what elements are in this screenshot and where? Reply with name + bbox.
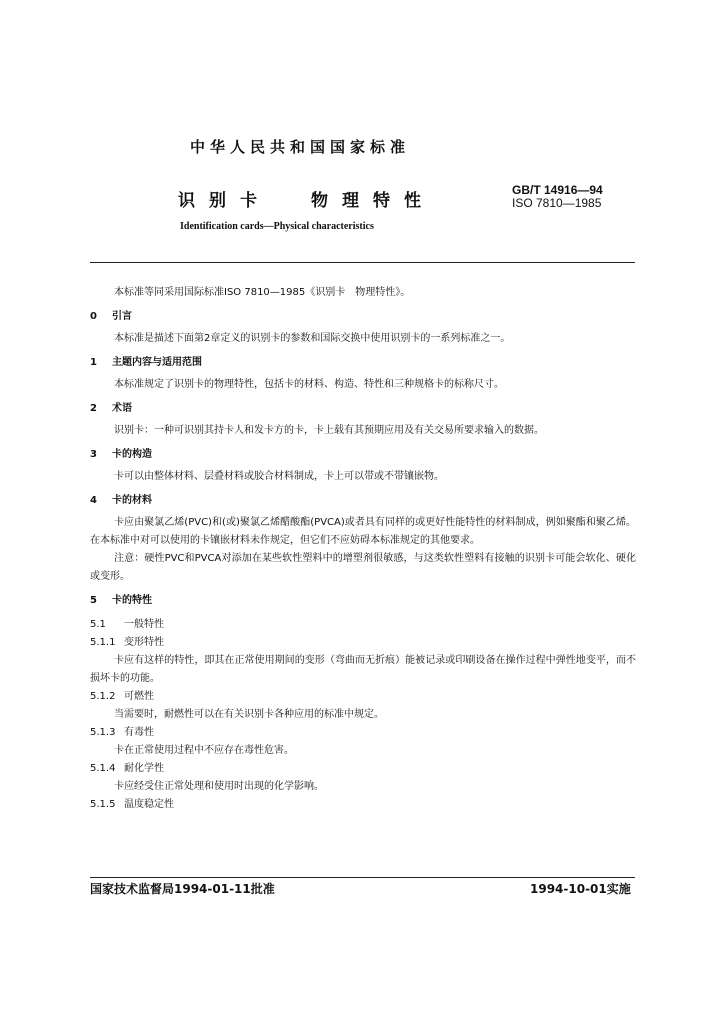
- subsection-5-1-1: 5.1.1 变形特性: [90, 637, 164, 648]
- approval-date: 国家技术监督局1994-01-11批准: [90, 882, 275, 896]
- implementation-date: 1994-10-01实施: [530, 882, 631, 896]
- section-heading-4: 4 卡的材料: [90, 495, 152, 506]
- section-heading-1: 1 主题内容与适用范围: [90, 357, 202, 368]
- section-2-text: 识别卡：一种可识别其持卡人和发卡方的卡，卡上载有其预期应用及有关交易所要求输入的数据。: [114, 425, 544, 436]
- document-body: [90, 284, 636, 814]
- header-divider: [90, 262, 635, 263]
- subsection-5-1-5: 5.1.5 温度稳定性: [90, 799, 174, 810]
- section-1-text: 本标准规定了识别卡的物理特性，包括卡的材料、构造、特性和三种规格卡的标称尺寸。: [114, 379, 504, 390]
- document-title-cn: [178, 186, 435, 211]
- section-4-text: 卡应由聚氯乙烯(PVC)和(或)聚氯乙烯醋酸酯(PVCA)或者具有同样的或更好性能特性的材料制成，例如聚酯和聚乙烯。在本标准中对可以使用的卡镶嵌材料未作规定，但它们不应妨碍本标准规定的其他要求。: [90, 517, 636, 546]
- iso-code: ISO 7810—1985: [512, 196, 602, 210]
- subsection-5-1-2-text: 当需要时，耐燃性可以在有关识别卡各种应用的标准中规定。: [114, 709, 384, 720]
- footer-divider: [90, 877, 635, 878]
- subsection-5-1-4-text: 卡应经受住正常处理和使用时出现的化学影响。: [114, 781, 324, 792]
- gb-code: GB/T 14916—94: [512, 183, 603, 197]
- section-0-text: 本标准是描述下面第2章定义的识别卡的参数和国际交换中使用识别卡的一系列标准之一。: [114, 333, 511, 344]
- subsection-5-1: 5.1 一般特性: [90, 619, 164, 630]
- intro-paragraph: 本标准等同采用国际标准ISO 7810—1985《识别卡 物理特性》。: [114, 287, 411, 298]
- section-heading-5: 5 卡的特性: [90, 595, 152, 606]
- national-standard-heading: 中华人民共和国国家标准: [190, 138, 411, 156]
- standard-code: [512, 184, 603, 210]
- subsection-5-1-2: 5.1.2 可燃性: [90, 691, 154, 702]
- subsection-5-1-1-text: 卡应有这样的特性，即其在正常使用期间的变形（弯曲而无折痕）能被记录或印刷设备在操作过程中弹性地变平，而不损坏卡的功能。: [90, 655, 636, 684]
- document-title-en: Identification cards—Physical characteristics: [180, 221, 374, 232]
- section-heading-2: 2 术语: [90, 403, 132, 414]
- section-heading-0: 0 引言: [90, 311, 132, 322]
- title-cn-part2: 物理特性: [311, 191, 435, 211]
- section-4-note: 注意：硬性PVC和PVCA对添加在某些软性塑料中的增塑剂很敏感，与这类软性塑料有接触的识别卡可能会软化、硬化或变形。: [90, 553, 636, 582]
- section-3-text: 卡可以由整体材料、层叠材料或胶合材料制成，卡上可以带或不带镶嵌物。: [114, 471, 444, 482]
- section-heading-3: 3 卡的构造: [90, 449, 152, 460]
- subsection-5-1-3-text: 卡在正常使用过程中不应存在毒性危害。: [114, 745, 294, 756]
- subsection-5-1-3: 5.1.3 有毒性: [90, 727, 154, 738]
- subsection-5-1-4: 5.1.4 耐化学性: [90, 763, 164, 774]
- title-cn-part1: 识别卡: [178, 191, 271, 211]
